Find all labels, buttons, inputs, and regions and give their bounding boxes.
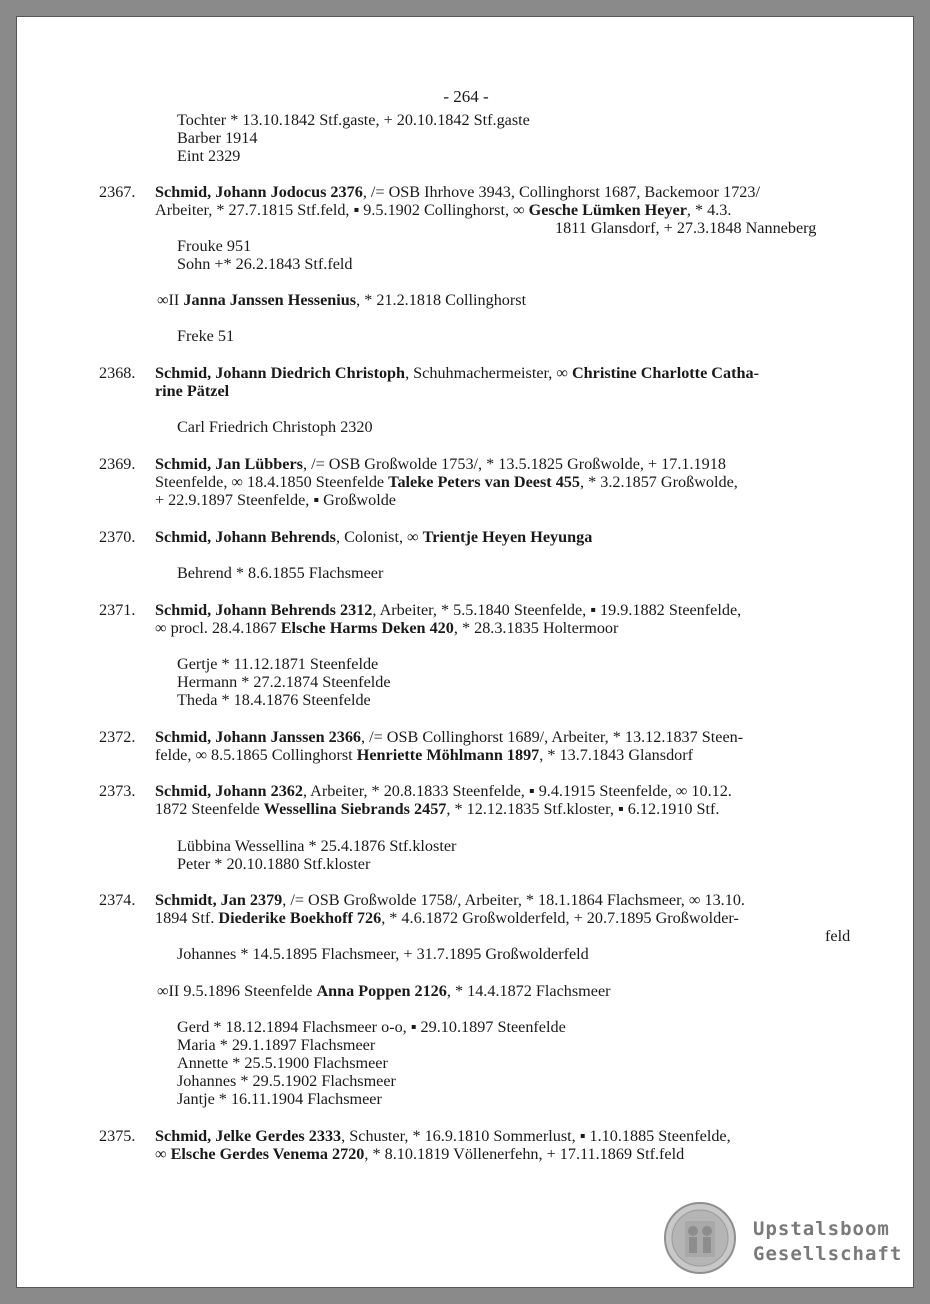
entry-text: , * 21.2.1818 Collinghorst — [356, 291, 527, 309]
person-name: Taleke Peters van Deest 455 — [388, 473, 580, 491]
person-name: Anna Poppen 2126 — [316, 982, 447, 1000]
entry-text: Arbeiter, * 27.7.1815 Stf.feld, ▪ 9.5.1902 Collinghorst, ∞ — [155, 201, 529, 219]
person-name: Schmid, Johann Diedrich Christoph — [155, 364, 406, 382]
entry-text: Jantje * 16.11.1904 Flachsmeer — [177, 1090, 382, 1108]
text-line — [155, 909, 739, 927]
entry-text: Tochter * 13.10.1842 Stf.gaste, + 20.10.1842 Stf.gaste — [177, 111, 530, 129]
entry-text: Carl Friedrich Christoph 2320 — [177, 418, 373, 436]
person-name: Wessellina Siebrands 2457 — [263, 800, 447, 818]
society-name — [753, 1217, 902, 1267]
entry-text: Maria * 29.1.1897 Flachsmeer — [177, 1036, 376, 1054]
page-number: - 264 - — [443, 87, 489, 106]
text-line — [155, 1145, 684, 1163]
entry-text: Barber 1914 — [177, 129, 258, 147]
entry-text: Hermann * 27.2.1874 Steenfelde — [177, 673, 391, 691]
entry-text: , * 12.12.1835 Stf.kloster, ▪ 6.12.1910 Stf. — [446, 800, 720, 818]
entry-text: Gertje * 11.12.1871 Steenfelde — [177, 655, 379, 673]
text-line — [825, 927, 850, 945]
entry-text: , Colonist, ∞ — [335, 528, 423, 546]
genealogy-entries — [17, 17, 915, 1289]
text-line — [155, 455, 726, 473]
entry-text: , Arbeiter, * 20.8.1833 Steenfelde, ▪ 9.4.1915 Steenfelde, ∞ 10.12. — [302, 782, 732, 800]
entry-number: 2374. — [99, 891, 136, 909]
entry-text: Steenfelde, ∞ 18.4.1850 Steenfelde — [155, 473, 389, 491]
entry-text: , * 14.4.1872 Flachsmeer — [446, 982, 611, 1000]
entry-text: Annette * 25.5.1900 Flachsmeer — [177, 1054, 388, 1072]
text-line — [177, 1072, 396, 1090]
entry-text: felde, ∞ 8.5.1865 Collinghorst — [155, 746, 357, 764]
text-line — [155, 201, 731, 219]
person-name: Diederike Boekhoff 726 — [218, 909, 382, 927]
document-page — [16, 16, 914, 1288]
entry-text: 1872 Steenfelde — [155, 800, 264, 818]
entry-text: Johannes * 29.5.1902 Flachsmeer — [177, 1072, 396, 1090]
text-line — [177, 1054, 388, 1072]
entry-text: , Schuster, * 16.9.1810 Sommerlust, ▪ 1.10.1885 Steenfelde, — [341, 1127, 731, 1145]
entry-text: Behrend * 8.6.1855 Flachsmeer — [177, 564, 384, 582]
entry-text: , * 4.3. — [686, 201, 732, 219]
person-name: Christine Charlotte Catha- — [571, 364, 759, 382]
entry-number: 2370. — [99, 528, 136, 546]
text-line — [155, 382, 229, 400]
person-name: Schmid, Johann Behrends — [155, 528, 336, 546]
entry-number: 2369. — [99, 455, 136, 473]
entry-text: , Schuhmachermeister, ∞ — [405, 364, 572, 382]
person-name: Elsche Gerdes Venema 2720 — [170, 1145, 365, 1163]
entry-text: Theda * 18.4.1876 Steenfelde — [177, 691, 371, 709]
entry-text: , * 28.3.1835 Holtermoor — [453, 619, 619, 637]
entry-text: ∞II 9.5.1896 Steenfelde — [157, 982, 317, 1000]
person-name: Henriette Möhlmann 1897 — [356, 746, 540, 764]
entry-text: , /= OSB Großwolde 1753/, * 13.5.1825 Großwolde, + 17.1.1918 — [302, 455, 726, 473]
text-line — [177, 418, 373, 436]
text-line — [177, 147, 240, 165]
text-line — [177, 129, 257, 147]
entry-number: 2375. — [99, 1127, 136, 1145]
society-seal-logo — [663, 1201, 737, 1275]
text-line — [157, 291, 526, 309]
person-name: Schmid, Jan Lübbers — [155, 455, 303, 473]
entry-text: , * 4.6.1872 Großwolderfeld, + 20.7.1895 Großwolder- — [381, 909, 739, 927]
entry-text: ∞II — [157, 291, 184, 309]
society-name-line1: Upstalsboom — [753, 1218, 890, 1240]
person-name: rine Pätzel — [155, 382, 230, 400]
text-line — [177, 237, 251, 255]
text-line — [177, 1036, 375, 1054]
text-line — [177, 255, 353, 273]
entry-text: , Arbeiter, * 5.5.1840 Steenfelde, ▪ 19.9.1882 Steenfelde, — [372, 601, 742, 619]
text-line — [155, 728, 743, 746]
person-name: Janna Janssen Hessenius — [183, 291, 357, 309]
person-name: Gesche Lümken Heyer — [528, 201, 687, 219]
text-line — [177, 1018, 566, 1036]
entry-text: Eint 2329 — [177, 147, 241, 165]
text-line — [155, 491, 396, 509]
entry-text: Gerd * 18.12.1894 Flachsmeer o-o, ▪ 29.10.1897 Steenfelde — [177, 1018, 566, 1036]
text-line — [177, 1090, 382, 1108]
entry-text: Sohn +* 26.2.1843 Stf.feld — [177, 255, 353, 273]
text-line — [155, 782, 732, 800]
entry-text: , * 3.2.1857 Großwolde, — [579, 473, 738, 491]
text-line — [155, 891, 745, 909]
person-name: Schmid, Jelke Gerdes 2333 — [155, 1127, 342, 1145]
person-name: Schmid, Johann 2362 — [155, 782, 303, 800]
person-name: Elsche Harms Deken 420 — [280, 619, 454, 637]
entry-number: 2371. — [99, 601, 136, 619]
entry-number: 2367. — [99, 183, 136, 201]
entry-text: ∞ — [155, 1145, 171, 1163]
person-name: Schmid, Johann Jodocus 2376 — [155, 183, 363, 201]
entry-text: , /= OSB Großwolde 1758/, Arbeiter, * 18.1.1864 Flachsmeer, ∞ 13.10. — [282, 891, 745, 909]
text-line — [177, 691, 371, 709]
text-line — [155, 601, 741, 619]
text-line — [177, 673, 391, 691]
entry-number: 2373. — [99, 782, 136, 800]
person-name: Schmid, Johann Behrends 2312 — [155, 601, 373, 619]
entry-text: Lübbina Wessellina * 25.4.1876 Stf.kloster — [177, 837, 457, 855]
text-line — [177, 111, 530, 129]
entry-text: Freke 51 — [177, 327, 235, 345]
entry-text: , /= OSB Collinghorst 1689/, Arbeiter, * 13.12.1837 Steen- — [361, 728, 744, 746]
text-line — [177, 327, 234, 345]
entry-text: , * 13.7.1843 Glansdorf — [539, 746, 694, 764]
entry-text: feld — [825, 927, 851, 945]
text-line — [155, 528, 592, 546]
entry-text: ∞ procl. 28.4.1867 — [155, 619, 281, 637]
text-line — [177, 945, 589, 963]
text-line — [155, 364, 759, 382]
entry-text: Johannes * 14.5.1895 Flachsmeer, + 31.7.1895 Großwolderfeld — [177, 945, 589, 963]
text-line — [155, 473, 738, 491]
person-name: Schmid, Johann Janssen 2366 — [155, 728, 362, 746]
text-line — [155, 183, 760, 201]
text-line — [155, 746, 693, 764]
text-line — [155, 1127, 731, 1145]
text-line — [157, 982, 611, 1000]
text-line — [177, 655, 378, 673]
text-line — [177, 855, 370, 873]
entry-text: + 22.9.1897 Steenfelde, ▪ Großwolde — [155, 491, 396, 509]
entry-text: 1894 Stf. — [155, 909, 219, 927]
text-line — [155, 619, 618, 637]
text-line — [177, 837, 456, 855]
entry-text: , * 8.10.1819 Völlenerfehn, + 17.11.1869 Stf.feld — [364, 1145, 685, 1163]
entry-text: Peter * 20.10.1880 Stf.kloster — [177, 855, 371, 873]
text-line — [177, 564, 383, 582]
person-name: Schmidt, Jan 2379 — [155, 891, 283, 909]
text-line — [555, 219, 816, 237]
society-name-line2: Gesellschaft — [753, 1243, 903, 1265]
text-line — [155, 800, 719, 818]
entry-number: 2368. — [99, 364, 136, 382]
entry-number: 2372. — [99, 728, 136, 746]
entry-text: , /= OSB Ihrhove 3943, Collinghorst 1687, Backemoor 1723/ — [362, 183, 760, 201]
entry-text: 1811 Glansdorf, + 27.3.1848 Nanneberg — [555, 219, 817, 237]
person-name: Trientje Heyen Heyunga — [422, 528, 593, 546]
entry-text: Frouke 951 — [177, 237, 252, 255]
